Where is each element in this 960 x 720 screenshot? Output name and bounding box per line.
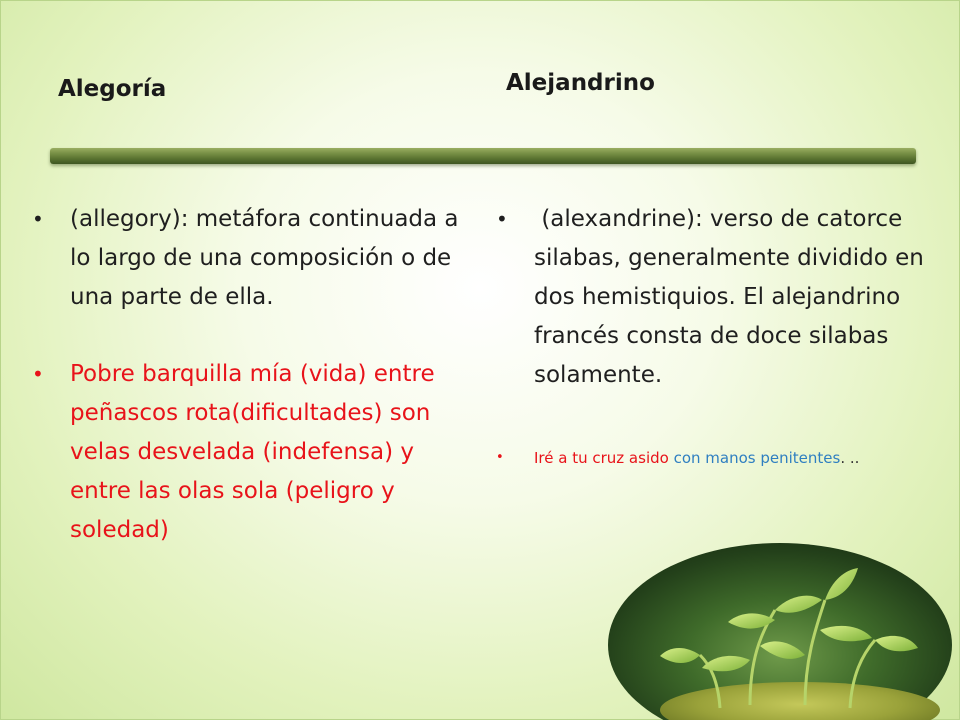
- left-column: [32, 200, 462, 550]
- example-segment-ellipsis: . ..: [840, 449, 860, 467]
- left-bullet-definition: [32, 200, 462, 317]
- right-bullet-text: (alexandrine): verso de catorce silabas, generalmente dividido en dos hemistiquios. El alejandrino francés consta de doce silabas solamente.: [534, 206, 932, 388]
- plant-illustration: [600, 540, 960, 720]
- bullet-dot: •: [496, 207, 508, 231]
- example-segment-blue: con manos penitentes: [673, 449, 841, 467]
- heading-alejandrino: Alejandrino: [506, 70, 655, 96]
- left-bullet-example-text: Pobre barquilla mía (vida) entre peñascos rota(dificultades) son velas desvelada (indefensa) y entre las olas sola (peligro y soledad): [70, 361, 435, 543]
- right-column: [496, 200, 936, 469]
- heading-alegoria: Alegoría: [58, 76, 167, 102]
- plant-sprout-image: [600, 540, 960, 720]
- bullet-dot: •: [496, 450, 504, 465]
- bullet-dot: •: [32, 207, 44, 231]
- example-segment-red: Iré a tu cruz asido: [534, 449, 669, 467]
- left-bullet-example: [32, 355, 462, 550]
- right-bullet-definition: [496, 200, 936, 395]
- divider-bar: [50, 148, 916, 164]
- left-bullet-text: (allegory): metáfora continuada a lo largo de una composición o de una parte de ella.: [70, 206, 459, 310]
- bullet-dot: •: [32, 362, 44, 386]
- right-bullet-example: [496, 447, 936, 469]
